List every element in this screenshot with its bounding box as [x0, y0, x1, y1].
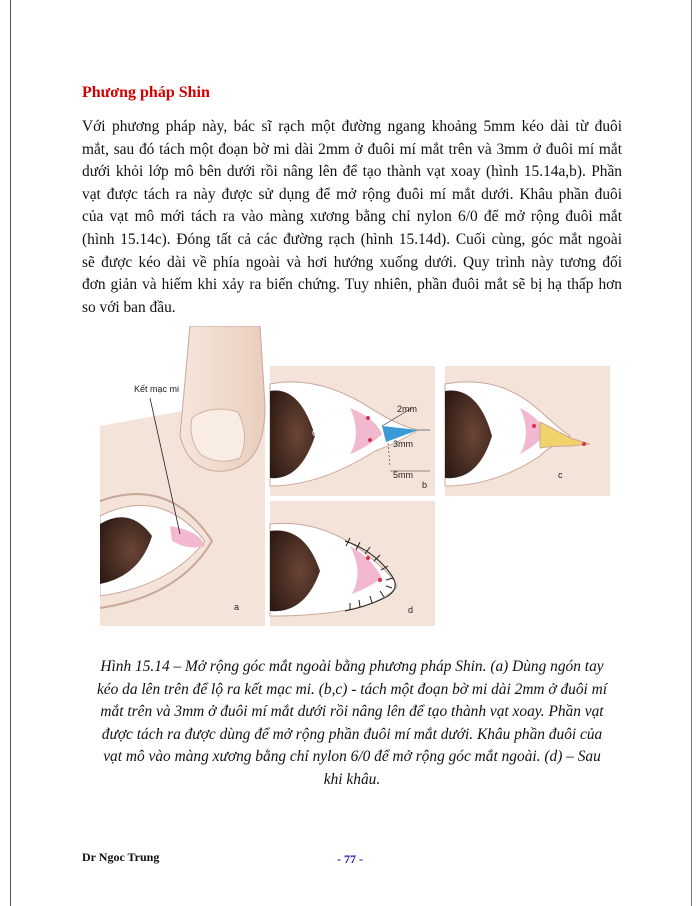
caption-line: được tách ra được dùng để mở rộng phần đuôi mí mắt dưới. Khâu phần đuôi của	[101, 725, 603, 743]
panel-a	[100, 326, 265, 626]
page-border-left	[10, 0, 11, 906]
panel-a-label: a	[234, 602, 240, 612]
paragraph-line: so với ban đầu.	[82, 298, 176, 316]
figure-15-14	[100, 326, 610, 626]
paragraph-line: mắt, sau đó tách một đoạn bờ mi dài 2mm ở đuôi mí mắt trên và 3mm ở đuôi mí mắt	[82, 140, 622, 158]
paragraph-line: dưới khỏi lớp mô bên dưới rồi nâng lên để tạo thành vạt xoay (hình 15.14a,b). Phần	[82, 163, 622, 181]
figure-caption	[82, 656, 622, 792]
paragraph-line: sẽ được kéo dài về phía ngoài và hơi hướng xuống dưới. Quy trình này tương đối	[82, 253, 622, 271]
caption-line: khi khâu.	[323, 770, 381, 788]
paragraph-line: của vạt mô mới tách ra vào màng xương bằng chỉ nylon 6/0 để mở rộng đuôi mắt	[82, 208, 622, 226]
page-border-right	[691, 0, 692, 906]
eye-illustration	[100, 326, 610, 626]
footer-author: Dr Ngoc Trung	[82, 850, 160, 864]
paragraph-line: Với phương pháp này, bác sĩ rạch một đường ngang khoảng 5mm kéo dài từ đuôi	[82, 118, 622, 135]
page-number: - 77 -	[337, 852, 363, 866]
caption-line: mắt trên và 3mm ở đuôi mí mắt dưới rồi nâng lên để tạo thành vạt xoay. Phần vạt	[100, 703, 604, 721]
panel-d-label: d	[408, 605, 414, 615]
panel-c-label: c	[558, 470, 563, 480]
caption-line: kéo da lên trên để lộ ra kết mạc mi. (b,c) - tách một đoạn bờ mi dài 2mm ở đuôi mí	[96, 680, 608, 698]
paragraph-line: đơn giản và hiếm khi xảy ra biến chứng. Tuy nhiên, phần đuôi mắt sẽ bị hạ thấp hơn	[82, 276, 622, 294]
label-giac-mac: Giác mạc	[312, 428, 351, 438]
label-3mm: 3mm	[393, 439, 413, 449]
caption-line: vạt mô vào màng xương bằng chỉ nylon 6/0 để mở rộng góc mắt ngoài. (d) – Sau	[103, 748, 601, 766]
label-5mm: 5mm	[393, 470, 413, 480]
label-ket-mac-mi: Kết mạc mi	[134, 384, 180, 394]
paragraph-line: (hình 15.14c). Đóng tất cả các đường rạch (hình 15.14d). Cuối cùng, góc mắt ngoài	[82, 230, 622, 248]
panel-b-label: b	[422, 480, 428, 490]
label-2mm: 2mm	[397, 404, 417, 414]
panel-c	[445, 366, 610, 496]
panel-d	[270, 501, 435, 626]
paragraph-line: vạt được tách ra này được sử dụng để mở rộng đuôi mí mắt dưới. Khâu phần đuôi	[82, 185, 622, 203]
caption-line: Hình 15.14 – Mở rộng góc mắt ngoài bằng phương pháp Shin. (a) Dùng ngón tay	[100, 658, 604, 675]
body-paragraph	[82, 116, 622, 319]
section-heading: Phương pháp Shin	[82, 84, 210, 101]
panel-b	[270, 366, 435, 496]
